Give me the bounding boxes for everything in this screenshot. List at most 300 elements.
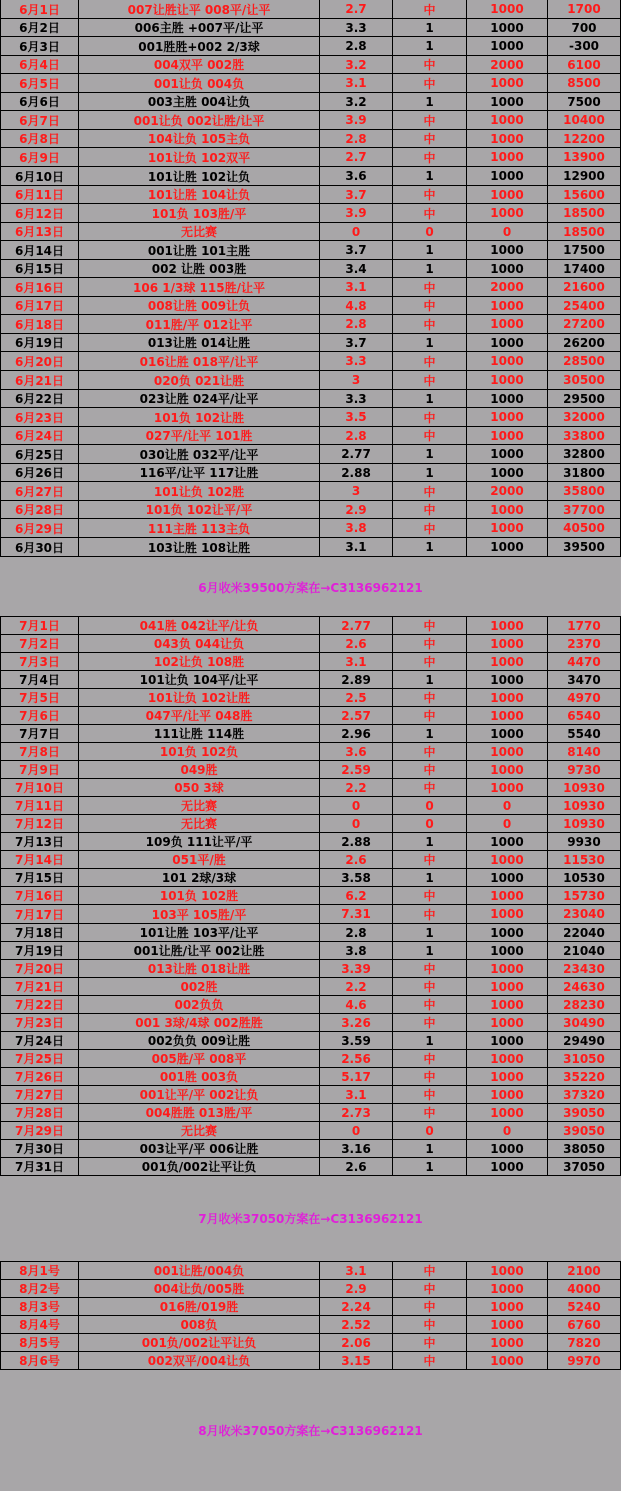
- bet-cell: 102让负 108胜: [79, 653, 320, 671]
- odds-cell: 2.59: [320, 761, 393, 779]
- stake-cell: 1000: [467, 464, 548, 482]
- odds-cell: 2.57: [320, 707, 393, 725]
- stake-cell: 1000: [467, 445, 548, 464]
- odds-cell: 2.7: [320, 148, 393, 167]
- table-row: [0, 671, 621, 689]
- odds-cell: 3.2: [320, 56, 393, 74]
- table-row: [0, 743, 621, 761]
- stake-cell: 1000: [467, 148, 548, 167]
- odds-cell: 2.9: [320, 1280, 393, 1298]
- bet-cell: 007让胜让平 008平/让平: [79, 0, 320, 19]
- date-cell: 6月23日: [0, 408, 79, 427]
- table-row: [0, 1140, 621, 1158]
- table-row: [0, 37, 621, 56]
- table-row: [0, 0, 621, 19]
- stake-cell: 1000: [467, 1352, 548, 1370]
- date-cell: 7月24日: [0, 1032, 79, 1050]
- total-cell: 4970: [548, 689, 621, 707]
- date-cell: 6月15日: [0, 260, 79, 278]
- date-cell: 7月17日: [0, 905, 79, 924]
- result-cell: 中: [393, 1298, 467, 1316]
- table-row: [0, 815, 621, 833]
- stake-cell: 1000: [467, 942, 548, 960]
- bet-cell: 106 1/3球 115胜/让平: [79, 278, 320, 297]
- table-row: [0, 905, 621, 924]
- date-cell: 7月30日: [0, 1140, 79, 1158]
- stake-cell: 1000: [467, 186, 548, 204]
- result-cell: 1: [393, 167, 467, 186]
- stake-cell: 1000: [467, 924, 548, 942]
- total-cell: 31800: [548, 464, 621, 482]
- total-cell: 39050: [548, 1122, 621, 1140]
- odds-cell: 3.3: [320, 352, 393, 371]
- table-row: [0, 851, 621, 869]
- table-row: [0, 130, 621, 148]
- stake-cell: 1000: [467, 1280, 548, 1298]
- result-cell: 0: [393, 223, 467, 241]
- total-cell: 11530: [548, 851, 621, 869]
- date-cell: 6月3日: [0, 37, 79, 56]
- table-row: [0, 960, 621, 978]
- total-cell: 32000: [548, 408, 621, 427]
- result-cell: 1: [393, 241, 467, 260]
- odds-cell: 5.17: [320, 1068, 393, 1086]
- result-cell: 中: [393, 408, 467, 427]
- bet-cell: 049胜: [79, 761, 320, 779]
- result-cell: 中: [393, 743, 467, 761]
- date-cell: 7月21日: [0, 978, 79, 996]
- total-cell: 12900: [548, 167, 621, 186]
- odds-cell: 3.4: [320, 260, 393, 278]
- total-cell: 10930: [548, 797, 621, 815]
- total-cell: 37320: [548, 1086, 621, 1104]
- date-cell: 7月5日: [0, 689, 79, 707]
- total-cell: 32800: [548, 445, 621, 464]
- stake-cell: 1000: [467, 37, 548, 56]
- bet-cell: 011胜/平 012让平: [79, 315, 320, 334]
- total-cell: 7820: [548, 1334, 621, 1352]
- odds-cell: 3.3: [320, 390, 393, 408]
- stake-cell: 1000: [467, 653, 548, 671]
- date-cell: 8月5号: [0, 1334, 79, 1352]
- bet-cell: 013让胜 014让胜: [79, 334, 320, 352]
- table-row: [0, 519, 621, 538]
- date-cell: 7月11日: [0, 797, 79, 815]
- result-cell: 1: [393, 671, 467, 689]
- odds-cell: 2.7: [320, 0, 393, 19]
- table-row: [0, 56, 621, 74]
- stake-cell: 1000: [467, 1086, 548, 1104]
- odds-cell: 3.5: [320, 408, 393, 427]
- date-cell: 6月18日: [0, 315, 79, 334]
- total-cell: 10930: [548, 815, 621, 833]
- bet-cell: 041胜 042让平/让负: [79, 616, 320, 635]
- stake-cell: 1000: [467, 851, 548, 869]
- stake-cell: 1000: [467, 905, 548, 924]
- odds-cell: 2.77: [320, 445, 393, 464]
- date-cell: 8月3号: [0, 1298, 79, 1316]
- bet-cell: 043负 044让负: [79, 635, 320, 653]
- date-cell: 6月7日: [0, 111, 79, 130]
- result-cell: 1: [393, 445, 467, 464]
- table-row: [0, 148, 621, 167]
- date-cell: 6月5日: [0, 74, 79, 93]
- stake-cell: 1000: [467, 241, 548, 260]
- result-cell: 中: [393, 707, 467, 725]
- total-cell: 6760: [548, 1316, 621, 1334]
- total-cell: 10530: [548, 869, 621, 887]
- bet-cell: 109负 111让平/平: [79, 833, 320, 851]
- stake-cell: 2000: [467, 278, 548, 297]
- odds-cell: 3.9: [320, 111, 393, 130]
- date-cell: 8月6号: [0, 1352, 79, 1370]
- date-cell: 6月12日: [0, 204, 79, 223]
- result-cell: 中: [393, 148, 467, 167]
- odds-cell: 3.2: [320, 93, 393, 111]
- bet-cell: 103让胜 108让胜: [79, 538, 320, 557]
- bet-cell: 101让负 102胜: [79, 482, 320, 501]
- odds-cell: 2.06: [320, 1334, 393, 1352]
- date-cell: 7月27日: [0, 1086, 79, 1104]
- stake-cell: 1000: [467, 297, 548, 315]
- result-cell: 1: [393, 538, 467, 557]
- date-cell: 6月11日: [0, 186, 79, 204]
- table-row: [0, 1352, 621, 1370]
- date-cell: 6月30日: [0, 538, 79, 557]
- result-cell: 中: [393, 616, 467, 635]
- table-row: [0, 1122, 621, 1140]
- odds-cell: 3.1: [320, 653, 393, 671]
- bet-cell: 008让胜 009让负: [79, 297, 320, 315]
- table-row: [0, 617, 621, 635]
- table-row: [0, 501, 621, 519]
- total-cell: 8140: [548, 743, 621, 761]
- bet-cell: 101负 102负: [79, 743, 320, 761]
- bet-cell: 101负 103胜/平: [79, 204, 320, 223]
- odds-cell: 0: [320, 797, 393, 815]
- total-cell: 23040: [548, 905, 621, 924]
- date-cell: 6月1日: [0, 0, 79, 19]
- result-cell: 中: [393, 779, 467, 797]
- stake-cell: 1000: [467, 833, 548, 851]
- total-cell: 29490: [548, 1032, 621, 1050]
- total-cell: 31050: [548, 1050, 621, 1068]
- date-cell: 6月26日: [0, 464, 79, 482]
- date-cell: 8月4号: [0, 1316, 79, 1334]
- total-cell: 15730: [548, 887, 621, 905]
- bet-cell: 013让胜 018让胜: [79, 960, 320, 978]
- odds-cell: 3.3: [320, 19, 393, 37]
- total-cell: 6100: [548, 56, 621, 74]
- result-cell: 1: [393, 390, 467, 408]
- table-row: [0, 371, 621, 390]
- stake-cell: 1000: [467, 74, 548, 93]
- table-row: [0, 19, 621, 37]
- result-cell: 0: [393, 797, 467, 815]
- date-cell: 6月22日: [0, 390, 79, 408]
- bet-cell: 101让负 102双平: [79, 148, 320, 167]
- date-cell: 7月31日: [0, 1158, 79, 1176]
- result-cell: 中: [393, 111, 467, 130]
- result-cell: 中: [393, 0, 467, 19]
- result-cell: 1: [393, 464, 467, 482]
- odds-cell: 2.73: [320, 1104, 393, 1122]
- stake-cell: 1000: [467, 725, 548, 743]
- total-cell: 22040: [548, 924, 621, 942]
- stake-cell: 1000: [467, 887, 548, 905]
- stake-cell: 1000: [467, 93, 548, 111]
- bet-cell: 101负 102让胜: [79, 408, 320, 427]
- stake-cell: 1000: [467, 743, 548, 761]
- table-row: [0, 1316, 621, 1334]
- odds-cell: 3.59: [320, 1032, 393, 1050]
- date-cell: 7月19日: [0, 942, 79, 960]
- total-cell: 2100: [548, 1261, 621, 1280]
- odds-cell: 3.58: [320, 869, 393, 887]
- stake-cell: 1000: [467, 761, 548, 779]
- bet-cell: 005胜/平 008平: [79, 1050, 320, 1068]
- table-row: [0, 1104, 621, 1122]
- date-cell: 7月25日: [0, 1050, 79, 1068]
- table-row: [0, 635, 621, 653]
- table-row: [0, 689, 621, 707]
- result-cell: 中: [393, 996, 467, 1014]
- result-cell: 中: [393, 1280, 467, 1298]
- result-cell: 中: [393, 1316, 467, 1334]
- bet-cell: 016让胜 018平/让平: [79, 352, 320, 371]
- stake-cell: 1000: [467, 671, 548, 689]
- result-cell: 1: [393, 37, 467, 56]
- odds-cell: 2.89: [320, 671, 393, 689]
- total-cell: 6540: [548, 707, 621, 725]
- table-row: [0, 204, 621, 223]
- total-cell: 7500: [548, 93, 621, 111]
- result-cell: 中: [393, 851, 467, 869]
- result-cell: 1: [393, 725, 467, 743]
- date-cell: 7月10日: [0, 779, 79, 797]
- stake-cell: 1000: [467, 19, 548, 37]
- table-row: [0, 1014, 621, 1032]
- result-cell: 中: [393, 653, 467, 671]
- stake-cell: 1000: [467, 1050, 548, 1068]
- bet-cell: 001负/002让平让负: [79, 1334, 320, 1352]
- date-cell: 7月29日: [0, 1122, 79, 1140]
- date-cell: 7月4日: [0, 671, 79, 689]
- odds-cell: 3.7: [320, 241, 393, 260]
- bet-cell: 004让负/005胜: [79, 1280, 320, 1298]
- bet-cell: 004双平 002胜: [79, 56, 320, 74]
- bet-cell: 101让负 102让胜: [79, 689, 320, 707]
- total-cell: 25400: [548, 297, 621, 315]
- table-row: [0, 1280, 621, 1298]
- result-cell: 中: [393, 1334, 467, 1352]
- odds-cell: 3.16: [320, 1140, 393, 1158]
- odds-cell: 3.1: [320, 1086, 393, 1104]
- bet-cell: 无比赛: [79, 1122, 320, 1140]
- table-row: [0, 725, 621, 743]
- total-cell: 9930: [548, 833, 621, 851]
- table-row: [0, 482, 621, 501]
- result-cell: 中: [393, 130, 467, 148]
- stake-cell: 0: [467, 1122, 548, 1140]
- date-cell: 7月6日: [0, 707, 79, 725]
- odds-cell: 3.6: [320, 167, 393, 186]
- total-cell: 4470: [548, 653, 621, 671]
- bet-cell: 003主胜 004让负: [79, 93, 320, 111]
- date-cell: 7月9日: [0, 761, 79, 779]
- odds-cell: 2.56: [320, 1050, 393, 1068]
- stake-cell: 1000: [467, 315, 548, 334]
- date-cell: 6月4日: [0, 56, 79, 74]
- table-row: [0, 167, 621, 186]
- stake-cell: 1000: [467, 0, 548, 19]
- date-cell: 7月15日: [0, 869, 79, 887]
- table-row: [0, 924, 621, 942]
- total-cell: 21040: [548, 942, 621, 960]
- total-cell: 4000: [548, 1280, 621, 1298]
- odds-cell: 2.77: [320, 616, 393, 635]
- total-cell: 10400: [548, 111, 621, 130]
- bet-cell: 001让负 004负: [79, 74, 320, 93]
- odds-cell: 3.6: [320, 743, 393, 761]
- odds-cell: 3.7: [320, 186, 393, 204]
- date-cell: 6月10日: [0, 167, 79, 186]
- date-cell: 7月16日: [0, 887, 79, 905]
- result-cell: 中: [393, 761, 467, 779]
- date-cell: 7月8日: [0, 743, 79, 761]
- date-cell: 7月12日: [0, 815, 79, 833]
- result-cell: 1: [393, 260, 467, 278]
- date-cell: 8月1号: [0, 1261, 79, 1280]
- result-cell: 中: [393, 1261, 467, 1280]
- date-cell: 8月2号: [0, 1280, 79, 1298]
- total-cell: 35220: [548, 1068, 621, 1086]
- stake-cell: 1000: [467, 408, 548, 427]
- result-cell: 1: [393, 1158, 467, 1176]
- stake-cell: 1000: [467, 204, 548, 223]
- bet-cell: 006主胜 +007平/让平: [79, 19, 320, 37]
- bet-cell: 002负负 009让胜: [79, 1032, 320, 1050]
- result-cell: 1: [393, 942, 467, 960]
- total-cell: 33800: [548, 427, 621, 445]
- total-cell: 30500: [548, 371, 621, 390]
- odds-cell: 0: [320, 1122, 393, 1140]
- table-row: [0, 1298, 621, 1316]
- total-cell: 3470: [548, 671, 621, 689]
- stake-cell: 1000: [467, 1334, 548, 1352]
- bet-cell: 050 3球: [79, 779, 320, 797]
- stake-cell: 0: [467, 797, 548, 815]
- result-cell: 中: [393, 297, 467, 315]
- total-cell: 17400: [548, 260, 621, 278]
- bet-cell: 101让负 104平/让平: [79, 671, 320, 689]
- bet-cell: 001让胜 101主胜: [79, 241, 320, 260]
- total-cell: 9970: [548, 1352, 621, 1370]
- table-row: [0, 111, 621, 130]
- odds-cell: 2.8: [320, 130, 393, 148]
- table-row: [0, 1068, 621, 1086]
- date-cell: 6月13日: [0, 223, 79, 241]
- total-cell: 5540: [548, 725, 621, 743]
- odds-cell: 3.8: [320, 942, 393, 960]
- odds-cell: 7.31: [320, 905, 393, 924]
- date-cell: 6月14日: [0, 241, 79, 260]
- total-cell: 10930: [548, 779, 621, 797]
- table-row: [0, 996, 621, 1014]
- bet-cell: 116平/让平 117让胜: [79, 464, 320, 482]
- stake-cell: 1000: [467, 869, 548, 887]
- result-cell: 中: [393, 1068, 467, 1086]
- result-cell: 中: [393, 1104, 467, 1122]
- bet-cell: 001让胜/004负: [79, 1261, 320, 1280]
- stake-cell: 0: [467, 815, 548, 833]
- stake-cell: 0: [467, 223, 548, 241]
- table-row: [0, 887, 621, 905]
- bet-cell: 016胜/019胜: [79, 1298, 320, 1316]
- stake-cell: 1000: [467, 635, 548, 653]
- bet-cell: 001 3球/4球 002胜胜: [79, 1014, 320, 1032]
- odds-cell: 3.15: [320, 1352, 393, 1370]
- result-cell: 中: [393, 1014, 467, 1032]
- bet-cell: 101让胜 104让负: [79, 186, 320, 204]
- table-row: [0, 260, 621, 278]
- table-row: [0, 186, 621, 204]
- total-cell: -300: [548, 37, 621, 56]
- result-cell: 中: [393, 635, 467, 653]
- result-cell: 中: [393, 978, 467, 996]
- table-row: [0, 1334, 621, 1352]
- june-summary: 6月收米39500方案在→C3136962121: [198, 581, 423, 595]
- total-cell: 38050: [548, 1140, 621, 1158]
- date-cell: 7月26日: [0, 1068, 79, 1086]
- date-cell: 6月9日: [0, 148, 79, 167]
- result-cell: 中: [393, 74, 467, 93]
- august-summary: 8月收米37050方案在→C3136962121: [198, 1424, 423, 1438]
- bet-cell: 027平/让平 101胜: [79, 427, 320, 445]
- result-cell: 1: [393, 93, 467, 111]
- stake-cell: 1000: [467, 538, 548, 557]
- stake-cell: 1000: [467, 111, 548, 130]
- total-cell: 8500: [548, 74, 621, 93]
- bet-cell: 001让平/平 002让负: [79, 1086, 320, 1104]
- stake-cell: 1000: [467, 501, 548, 519]
- table-row: [0, 352, 621, 371]
- table-row: [0, 538, 621, 557]
- odds-cell: 2.8: [320, 315, 393, 334]
- date-cell: 7月1日: [0, 616, 79, 635]
- table-row: [0, 797, 621, 815]
- table-row: [0, 1086, 621, 1104]
- total-cell: 18500: [548, 204, 621, 223]
- bet-cell: 051平/胜: [79, 851, 320, 869]
- odds-cell: 2.88: [320, 464, 393, 482]
- odds-cell: 2.52: [320, 1316, 393, 1334]
- date-cell: 7月20日: [0, 960, 79, 978]
- result-cell: 中: [393, 1050, 467, 1068]
- stake-cell: 1000: [467, 260, 548, 278]
- stake-cell: 1000: [467, 996, 548, 1014]
- bet-cell: 无比赛: [79, 815, 320, 833]
- result-cell: 中: [393, 887, 467, 905]
- result-cell: 中: [393, 1086, 467, 1104]
- stake-cell: 1000: [467, 371, 548, 390]
- result-cell: 1: [393, 869, 467, 887]
- total-cell: 12200: [548, 130, 621, 148]
- odds-cell: 3: [320, 371, 393, 390]
- bet-cell: 101负 102胜: [79, 887, 320, 905]
- table-row: [0, 241, 621, 260]
- total-cell: 18500: [548, 223, 621, 241]
